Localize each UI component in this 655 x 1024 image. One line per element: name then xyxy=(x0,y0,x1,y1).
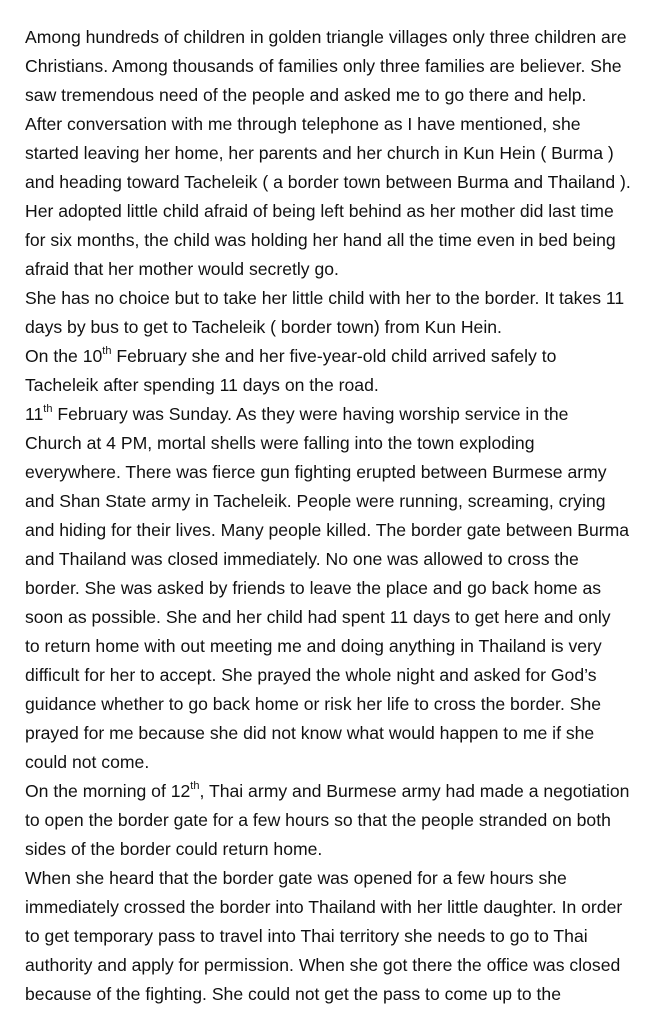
text-line: everywhere. There was fierce gun fighting erupted between Burmese army xyxy=(25,462,607,482)
text-segment: On the 10 xyxy=(25,346,103,366)
ordinal-superscript: th xyxy=(102,345,112,358)
text-line: saw tremendous need of the people and asked me to go there and help. xyxy=(25,85,587,105)
text-line: Tacheleik after spending 11 days on the road. xyxy=(25,375,379,395)
text-segment: 11 xyxy=(25,404,44,424)
text-line: After conversation with me through telephone as I have mentioned, she xyxy=(25,114,581,134)
text-line: Church at 4 PM, mortal shells were falling into the town exploding xyxy=(25,433,535,453)
text-line: and hiding for their lives. Many people killed. The border gate between Burma xyxy=(25,520,630,540)
text-line: and Thailand was closed immediately. No one was allowed to cross the xyxy=(25,549,579,569)
text-line: days by bus to get to Tacheleik ( border town) from Kun Hein. xyxy=(25,317,502,337)
text-line xyxy=(25,342,655,371)
text-line: immediately crossed the border into Thailand with her little daughter. In order xyxy=(25,897,623,917)
text-line: for six months, the child was holding her hand all the time even in bed being xyxy=(25,230,616,250)
text-line: Her adopted little child afraid of being left behind as her mother did last time xyxy=(25,201,614,221)
text-segment: February she and her five-year-old child arrived safely to xyxy=(111,346,557,366)
text-line: to get temporary pass to travel into Thai territory she needs to go to Thai xyxy=(25,926,588,946)
text-line: could not come. xyxy=(25,752,150,772)
text-line: guidance whether to go back home or risk her life to cross the border. She xyxy=(25,694,602,714)
text-line: to open the border gate for a few hours so that the people stranded on both xyxy=(25,810,611,830)
text-line xyxy=(25,400,655,429)
text-line: She has no choice but to take her little child with her to the border. It takes 11 xyxy=(25,288,625,308)
text-line: border. She was asked by friends to leave the place and go back home as xyxy=(25,578,602,598)
text-segment: February was Sunday. As they were having worship service in the xyxy=(52,404,569,424)
text-line: Christians. Among thousands of families only three families are believer. She xyxy=(25,56,622,76)
text-line: soon as possible. She and her child had spent 11 days to get here and only xyxy=(25,607,611,627)
document-body xyxy=(25,23,655,1009)
ordinal-superscript: th xyxy=(43,403,53,416)
text-line: When she heard that the border gate was opened for a few hours she xyxy=(25,868,567,888)
text-segment: , Thai army and Burmese army had made a negotiation xyxy=(199,781,630,801)
text-line: sides of the border could return home. xyxy=(25,839,323,859)
text-line xyxy=(25,777,655,806)
text-line: because of the fighting. She could not get the pass to come up to the xyxy=(25,984,561,1004)
text-line: prayed for me because she did not know what would happen to me if she xyxy=(25,723,595,743)
text-line: and heading toward Tacheleik ( a border town between Burma and Thailand ). xyxy=(25,172,631,192)
text-line: and Shan State army in Tacheleik. People were running, screaming, crying xyxy=(25,491,606,511)
text-segment: On the morning of 12 xyxy=(25,781,191,801)
ordinal-superscript: th xyxy=(190,780,200,793)
text-line: to return home with out meeting me and doing anything in Thailand is very xyxy=(25,636,602,656)
text-line: afraid that her mother would secretly go. xyxy=(25,259,339,279)
text-line: difficult for her to accept. She prayed the whole night and asked for God’s xyxy=(25,665,597,685)
text-line: Among hundreds of children in golden triangle villages only three children are xyxy=(25,27,627,47)
text-line: started leaving her home, her parents and her church in Kun Hein ( Burma ) xyxy=(25,143,614,163)
text-line: authority and apply for permission. When she got there the office was closed xyxy=(25,955,621,975)
